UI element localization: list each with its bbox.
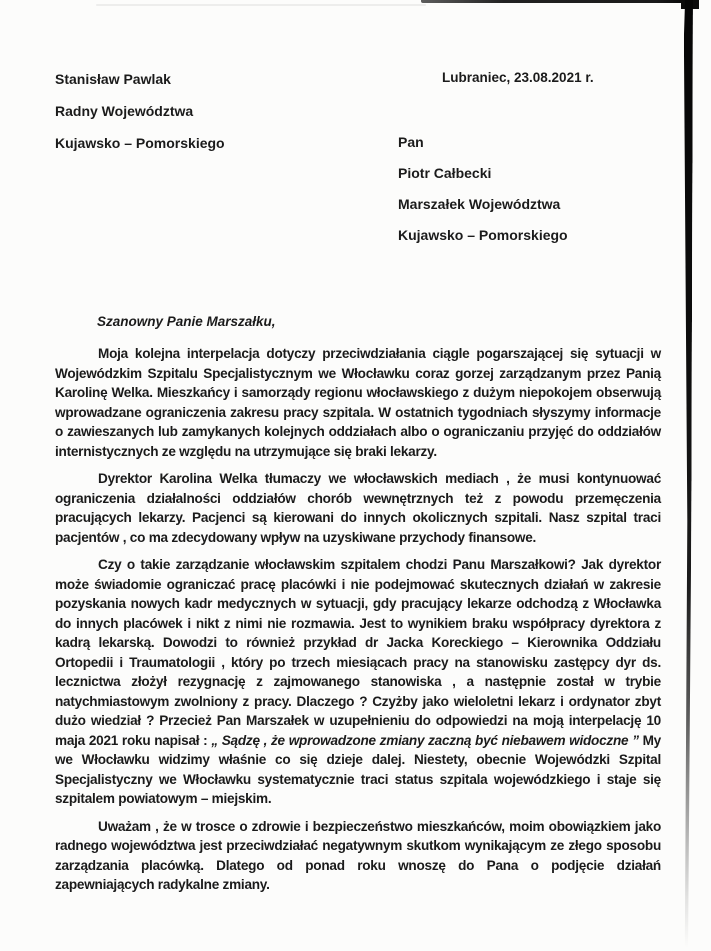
sender-name: Stanisław Pawlak	[55, 71, 171, 87]
letter-body	[55, 344, 661, 895]
paragraph-3-text-pre: Czy o takie zarządzanie włocławskim szpitalem chodzi Panu Marszałkowi? Jak dyrektor może świadomie ograniczać pracę placówki i nie podejmować skutecznych działań w zakresie pozyskania nowych kadr medycznych w sytuacji, gdy pracujący lekarze odchodzą z Włocławka do innych placówek i nikt z nimi nie rozmawia. Jest to wynikiem braku współpracy dyrektora z kadrą lekarską. Dowodzi to również przykład dr Jacka Koreckiego – Kierownika Oddziału Ortopedii i Traumatologii , który po trzech miesiącach pracy na stanowisku zastępcy dyr ds. lecznictwa złożył rezygnację z zajmowanego stanowiska , a następnie został w trybie natychmiastowym zwolniony z pracy. Dlaczego ? Czyżby jako wieloletni lekarz i ordynator zbyt dużo wiedział ? Przecież Pan Marszałek w uzupełnieniu do odpowiedzi na moją interpelację 10 maja 2021 roku napisał :	[55, 557, 661, 748]
sender-block	[55, 63, 225, 159]
recipient-title: Marszałek Województwa	[398, 196, 561, 212]
body-paragraph-4: Uważam , że w trosce o zdrowie i bezpieczeństwo mieszkańców, moim obowiązkiem jako radnego województwa jest przeciwdziałać negatywnym skutkom wynikającym ze złego sposobu zarządzania placówką. Dlatego od ponad roku wnoszę do Pana o podjęcie działań zapewniających radykalne zmiany.	[55, 818, 661, 892]
salutation: Szanowny Panie Marszałku,	[97, 314, 276, 329]
sender-title: Radny Województwa	[55, 103, 194, 119]
body-paragraph-2: Dyrektor Karolina Welka tłumaczy we włocławskich mediach , że musi kontynuować ograniczenia działalności oddziałów chorób wewnętrznych też z powodu przemęczenia pracujących lekarzy. Pacjenci są kierowani do innych okolicznych szpitali. Nasz szpital traci pacjentów , co ma zdecydowany wpływ na uzyskiwane przychody finansowe.	[55, 471, 661, 545]
scan-artifact-top-edge	[421, 0, 697, 3]
body-paragraph-1: Moja kolejna interpelacja dotyczy przeciwdziałania ciągle pogarszającej się sytuacji w Wojewódzkim Szpitalu Specjalistycznym we Włocławku coraz gorzej zarządzanym przez Panią Karolinę Welka. Mieszkańcy i samorządy regionu włocławskiego z dużym niepokojem obserwują wprowadzane ograniczenia zakresu pracy szpitala. W ostatnich tygodniach słyszymy informacje o zawieszanych lub zamykanych kolejnych oddziałach albo o ograniczaniu przyjęć do oddziałów internistycznych ze względu na utrzymujące się braki lekarzy.	[55, 346, 661, 459]
place-date-line: Lubraniec, 23.08.2021 r.	[442, 70, 594, 85]
scan-artifact-faint-line	[96, 4, 426, 6]
recipient-region: Kujawsko – Pomorskiego	[398, 227, 568, 243]
scan-artifact-right-edge	[681, 0, 693, 948]
recipient-honorific: Pan	[398, 134, 424, 150]
paragraph-3-text-post: My we Włocławku widzimy właśnie co się dzieje dalej. Niestety, obecnie Wojewódzki Szpital Specjalistyczny we Włocławku systematycznie traci status szpitala wojewódzkiego i staje się szpitalem powiatowym – miejskim.	[55, 732, 661, 806]
body-paragraph-3	[55, 555, 661, 809]
recipient-name: Piotr Całbecki	[398, 165, 492, 181]
recipient-block	[398, 127, 568, 251]
quoted-marshal-reply: „ Sądzę , że wprowadzone zmiany zaczną być niebawem widoczne ”	[211, 732, 639, 748]
sender-region: Kujawsko – Pomorskiego	[55, 135, 225, 151]
